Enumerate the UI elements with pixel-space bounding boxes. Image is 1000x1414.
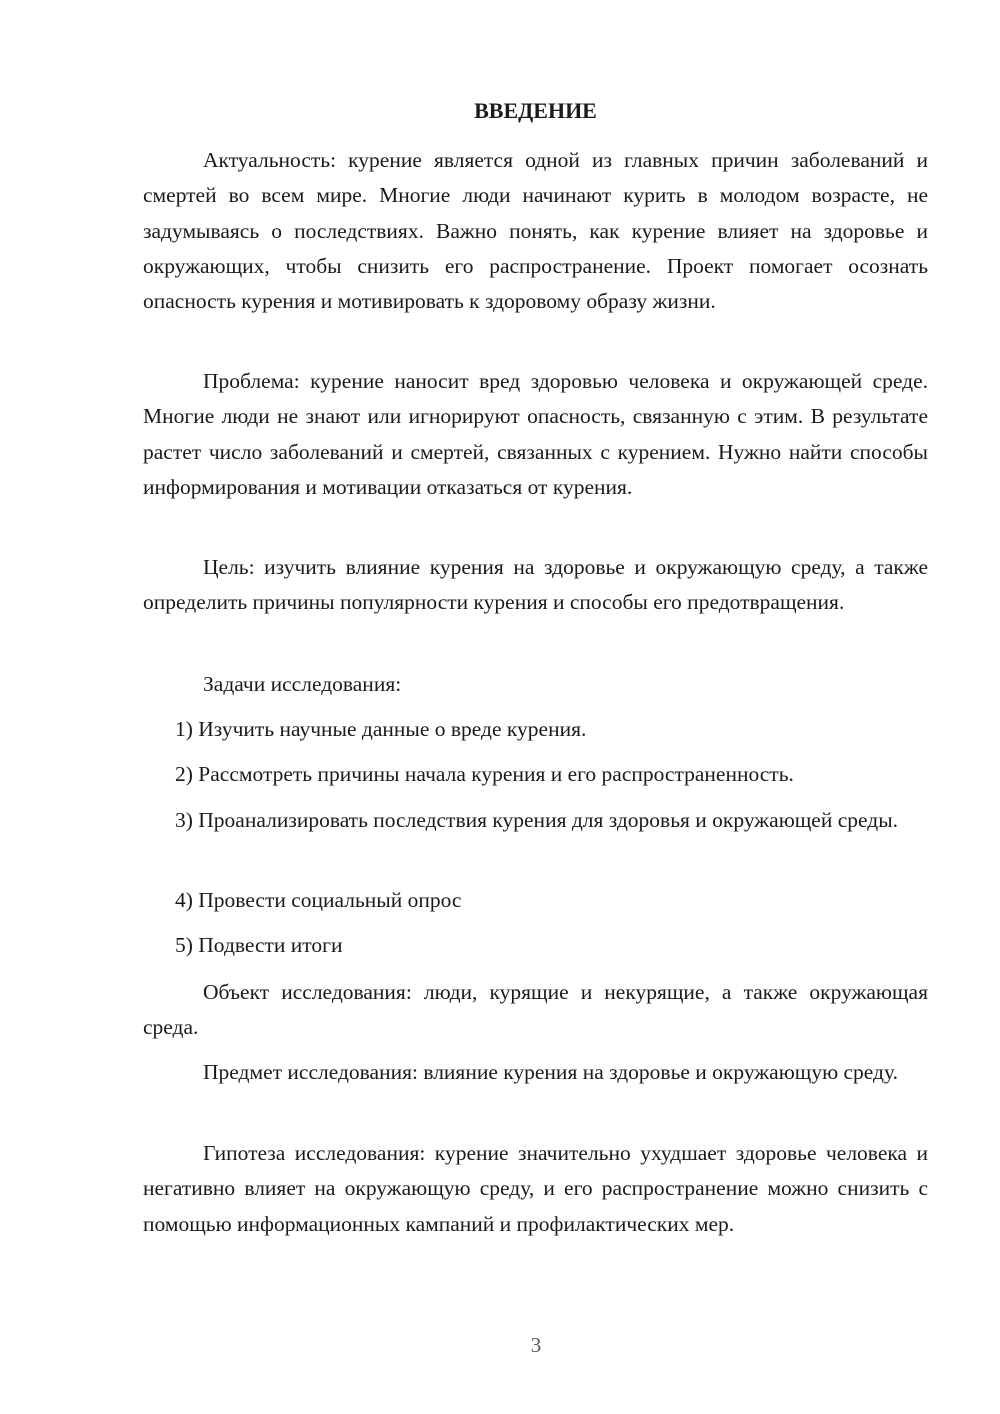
paragraph-relevance: Актуальность: курение является одной из главных причин заболеваний и смертей во всем мире. Многие люди начинают курить в молодом возрасте, не задумываясь о последствиях. Важно понять, как курение влияет на здоровье и окружающих, чтобы снизить его распространение. Проект помогает осознать опасность курения и мотивировать к здоровому образу жизни. xyxy=(143,148,928,314)
list-item: 5) Подвести итоги xyxy=(175,933,343,957)
list-item: 4) Провести социальный опрос xyxy=(175,888,462,912)
paragraph-hypothesis: Гипотеза исследования: курение значительно ухудшает здоровье человека и негативно влияет на окружающую среду, и его распространение можно снизить с помощью информационных кампаний и профилактических мер. xyxy=(143,1141,928,1236)
paragraph-goal: Цель: изучить влияние курения на здоровье и окружающую среду, а также определить причины популярности курения и способы его предотвращения. xyxy=(143,555,928,615)
paragraph-subject: Предмет исследования: влияние курения на здоровье и окружающую среду. xyxy=(203,1060,898,1084)
list-item: 3) Проанализировать последствия курения для здоровья и окружающей среды. xyxy=(175,808,899,832)
page-title: ВВЕДЕНИЕ xyxy=(474,98,597,123)
list-item: 1) Изучить научные данные о вреде курения. xyxy=(175,717,587,741)
page-number: 3 xyxy=(530,1333,542,1357)
list-item: 2) Рассмотреть причины начала курения и его распространенность. xyxy=(175,762,794,786)
paragraph-tasks-heading: Задачи исследования: xyxy=(203,672,402,696)
paragraph-problem: Проблема: курение наносит вред здоровью человека и окружающей среде. Многие люди не знают или игнорируют опасность, связанную с этим. В результате растет число заболеваний и смертей, связанных с курением. Нужно найти способы информирования и мотивации отказаться от курения. xyxy=(143,369,928,499)
paragraph-object: Объект исследования: люди, курящие и некурящие, а также окружающая среда. xyxy=(143,980,928,1040)
